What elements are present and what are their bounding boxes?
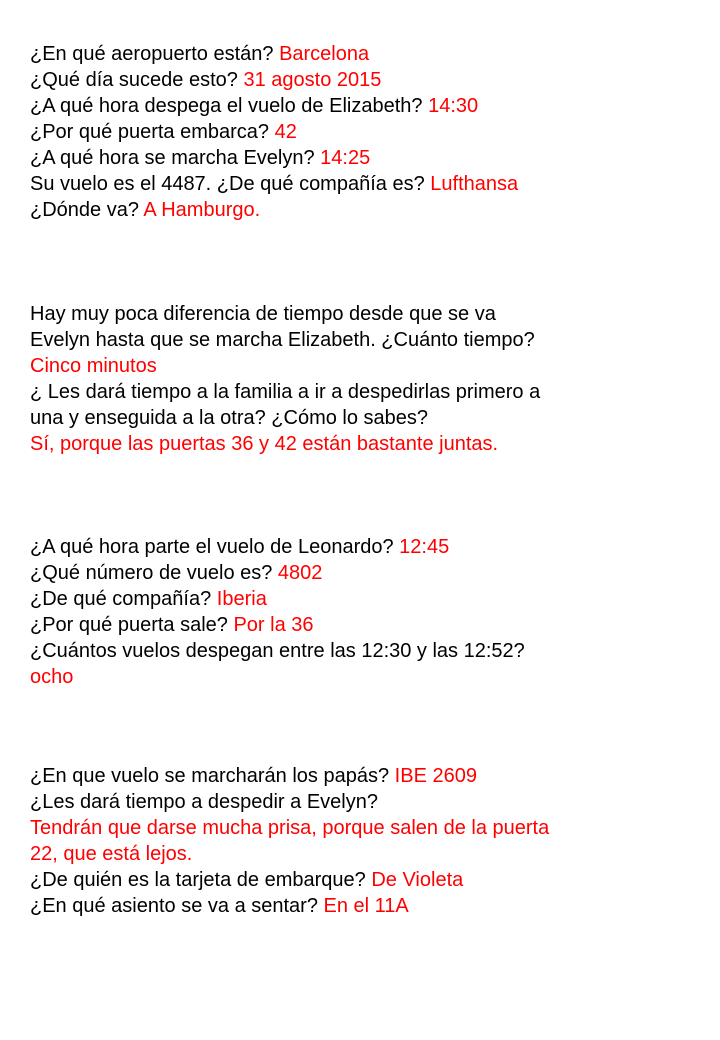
answer-text: Cinco minutos [30, 355, 157, 377]
question-text: ¿Qué día sucede esto? [30, 69, 244, 91]
qa-line [30, 353, 710, 379]
qa-line [30, 197, 710, 223]
qa-line [30, 67, 710, 93]
question-text: ¿En qué aeropuerto están? [30, 43, 280, 65]
question-text: ¿De qué compañía? [30, 588, 217, 610]
question-text: ¿A qué hora parte el vuelo de Leonardo? [30, 536, 400, 558]
question-text: ¿En que vuelo se marcharán los papás? [30, 765, 395, 787]
answer-text: Barcelona [279, 43, 370, 65]
answer-text: 42 [274, 121, 297, 143]
question-text: ¿Dónde va? [30, 199, 144, 221]
qa-line [30, 145, 710, 171]
answer-text: De Violeta [371, 869, 464, 891]
qa-line [30, 638, 710, 664]
qa-line [30, 171, 710, 197]
qa-line [30, 893, 710, 919]
qa-line [30, 815, 710, 841]
answer-text: 14:25 [320, 147, 371, 169]
answer-text: 31 agosto 2015 [243, 69, 382, 91]
question-text: ¿Por qué puerta sale? [30, 614, 234, 636]
qa-line [30, 763, 710, 789]
qa-line [30, 612, 710, 638]
qa-line [30, 789, 710, 815]
answer-text: Por la 36 [233, 614, 314, 636]
answer-text: Tendrán que darse mucha prisa, porque salen de la puerta [30, 817, 550, 839]
question-text: Hay muy poca diferencia de tiempo desde que se va [30, 303, 496, 325]
qa-line [30, 560, 710, 586]
question-text: ¿De quién es la tarjeta de embarque? [30, 869, 372, 891]
qa-line [30, 664, 710, 690]
qa-line [30, 301, 710, 327]
question-text: ¿Les dará tiempo a despedir a Evelyn? [30, 791, 378, 813]
answer-text: 14:30 [428, 95, 479, 117]
qa-line [30, 841, 710, 867]
qa-line [30, 327, 710, 353]
answer-text: Lufthansa [430, 173, 519, 195]
section-parents-flight [30, 763, 710, 919]
qa-line [30, 867, 710, 893]
qa-line [30, 119, 710, 145]
answer-text: IBE 2609 [394, 765, 477, 787]
qa-line [30, 431, 710, 457]
question-text: ¿Cuántos vuelos despegan entre las 12:30 y las 12:52? [30, 640, 525, 662]
question-text: ¿En qué asiento se va a sentar? [30, 895, 324, 917]
qa-line [30, 93, 710, 119]
qa-line [30, 405, 710, 431]
answer-text: Iberia [216, 588, 267, 610]
section-leonardo-flight [30, 534, 710, 690]
answer-text: 12:45 [399, 536, 450, 558]
answer-text: A Hamburgo. [143, 199, 261, 221]
question-text: ¿Por qué puerta embarca? [30, 121, 275, 143]
question-text: ¿A qué hora despega el vuelo de Elizabeth? [30, 95, 429, 117]
qa-line [30, 41, 710, 67]
answer-text: Sí, porque las puertas 36 y 42 están bastante juntas. [30, 433, 499, 455]
section-departure-info [30, 41, 710, 223]
qa-line [30, 534, 710, 560]
question-text: Evelyn hasta que se marcha Elizabeth. ¿Cuánto tiempo? [30, 329, 535, 351]
question-text: ¿ Les dará tiempo a la familia a ir a despedirlas primero a [30, 381, 541, 403]
qa-line [30, 586, 710, 612]
answer-text: En el 11A [323, 895, 409, 917]
answer-text: ocho [30, 666, 74, 688]
answer-text: 22, que está lejos. [30, 843, 193, 865]
question-text: Su vuelo es el 4487. ¿De qué compañía es? [30, 173, 431, 195]
qa-line [30, 379, 710, 405]
question-text: una y enseguida a la otra? ¿Cómo lo sabes? [30, 407, 429, 429]
section-time-difference [30, 301, 710, 457]
answer-text: 4802 [277, 562, 323, 584]
question-text: ¿A qué hora se marcha Evelyn? [30, 147, 321, 169]
question-text: ¿Qué número de vuelo es? [30, 562, 278, 584]
